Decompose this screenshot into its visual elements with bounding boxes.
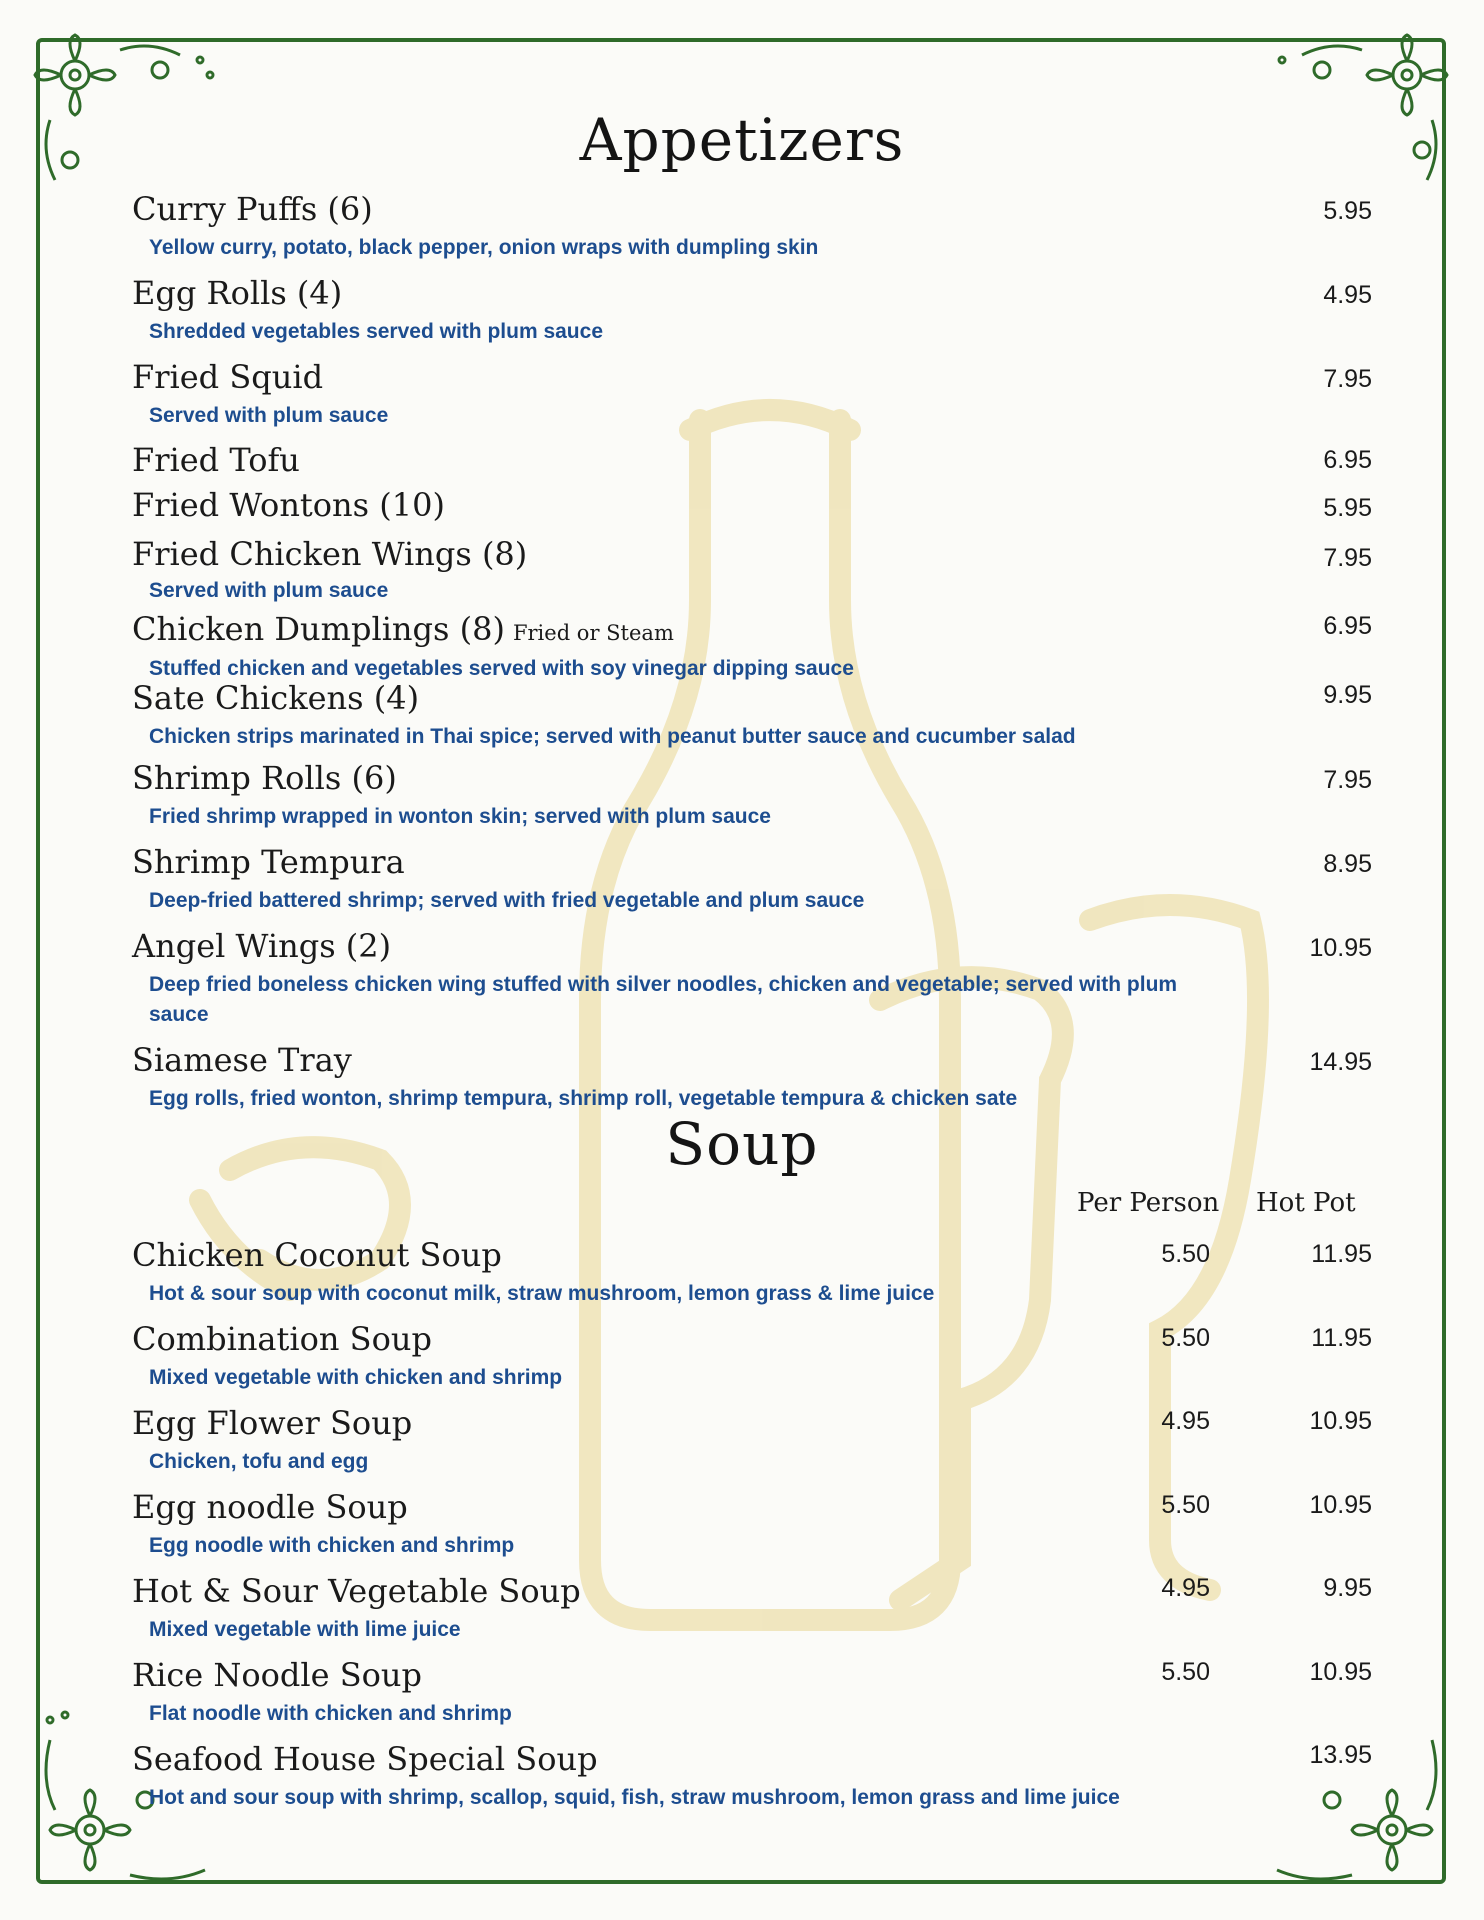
item-note: Fried or Steam: [512, 621, 674, 645]
item-description: Hot and sour soup with shrimp, scallop, squid, fish, straw mushroom, lemon grass and lime juice: [149, 1786, 1120, 1809]
item-name: [132, 610, 674, 648]
item-name: Sate Chickens (4): [132, 679, 420, 717]
hot-pot-price: 9.95: [1323, 1574, 1372, 1602]
per-person-price: 4.95: [1161, 1407, 1210, 1435]
item-description: Fried shrimp wrapped in wonton skin; served with plum sauce: [149, 805, 771, 828]
item-description: Flat noodle with chicken and shrimp: [149, 1702, 512, 1725]
item-name: Egg Flower Soup: [132, 1404, 413, 1442]
appetizers-title: Appetizers: [579, 106, 905, 174]
item-price: 4.95: [1323, 281, 1372, 309]
per-person-price: 4.95: [1161, 1574, 1210, 1602]
item-price: 7.95: [1323, 365, 1372, 393]
hot-pot-price: 10.95: [1309, 1407, 1372, 1435]
item-name: Fried Chicken Wings (8): [132, 535, 528, 573]
item-name: Rice Noodle Soup: [132, 1656, 422, 1694]
item-description: Egg noodle with chicken and shrimp: [149, 1534, 515, 1557]
item-price: 9.95: [1323, 681, 1372, 709]
item-description: Hot & sour soup with coconut milk, straw mushroom, lemon grass & lime juice: [149, 1282, 935, 1305]
item-price: 6.95: [1323, 446, 1372, 474]
item-name: Seafood House Special Soup: [132, 1740, 598, 1778]
hot-pot-price: 10.95: [1309, 1658, 1372, 1686]
item-name: Egg noodle Soup: [132, 1488, 408, 1526]
item-name: Egg Rolls (4): [132, 274, 343, 312]
per-person-price: 5.50: [1161, 1658, 1210, 1686]
item-description: Chicken, tofu and egg: [149, 1450, 369, 1473]
item-description: Egg rolls, fried wonton, shrimp tempura, shrimp roll, vegetable tempura & chicken sate: [149, 1087, 1018, 1110]
item-name: Siamese Tray: [132, 1041, 352, 1079]
item-description: Deep-fried battered shrimp; served with fried vegetable and plum sauce: [149, 889, 865, 912]
item-name: Fried Squid: [132, 358, 324, 396]
item-name-text: Chicken Dumplings (8): [132, 610, 505, 648]
item-description: Mixed vegetable with chicken and shrimp: [149, 1366, 563, 1389]
floral-corner-icon: [1262, 1700, 1452, 1890]
item-price: 5.95: [1323, 197, 1372, 225]
hot-pot-price: 13.95: [1309, 1741, 1372, 1769]
item-description: Yellow curry, potato, black pepper, onion wraps with dumpling skin: [149, 236, 819, 259]
item-price: 7.95: [1323, 544, 1372, 572]
per-person-price: 5.50: [1161, 1324, 1210, 1352]
item-name: Fried Tofu: [132, 441, 300, 479]
per-person-price: 5.50: [1161, 1491, 1210, 1519]
hot-pot-price: 11.95: [1311, 1324, 1372, 1352]
item-price: 6.95: [1323, 612, 1372, 640]
item-name: Combination Soup: [132, 1320, 432, 1358]
item-price: 10.95: [1309, 934, 1372, 962]
per-person-price: 5.50: [1161, 1240, 1210, 1268]
item-description: Deep fried boneless chicken wing stuffed with silver noodles, chicken and vegetable; served with plum sauce: [149, 973, 1178, 1026]
item-description: Chicken strips marinated in Thai spice; served with peanut butter sauce and cucumber salad: [149, 725, 1076, 748]
item-price: 8.95: [1323, 850, 1372, 878]
item-name: Chicken Coconut Soup: [132, 1236, 502, 1274]
item-description: Stuffed chicken and vegetables served with soy vinegar dipping sauce: [149, 657, 854, 680]
item-name: Hot & Sour Vegetable Soup: [132, 1572, 581, 1610]
item-name: Angel Wings (2): [132, 927, 392, 965]
item-name: Fried Wontons (10): [132, 486, 445, 524]
hot-pot-price: 11.95: [1311, 1240, 1372, 1268]
per-person-column-header: Per Person: [1077, 1188, 1220, 1218]
item-description: Shredded vegetables served with plum sauce: [149, 320, 603, 343]
hot-pot-column-header: Hot Pot: [1256, 1188, 1356, 1218]
item-description: Served with plum sauce: [149, 404, 389, 427]
item-price: 5.95: [1323, 494, 1372, 522]
item-name: Shrimp Rolls (6): [132, 759, 397, 797]
item-description: Mixed vegetable with lime juice: [149, 1618, 461, 1641]
item-name: Shrimp Tempura: [132, 843, 405, 881]
item-price: 14.95: [1309, 1048, 1372, 1076]
item-name: Curry Puffs (6): [132, 190, 373, 228]
item-price: 7.95: [1323, 766, 1372, 794]
soup-title: Soup: [665, 1110, 819, 1178]
item-description: Served with plum sauce: [149, 579, 389, 602]
hot-pot-price: 10.95: [1309, 1491, 1372, 1519]
